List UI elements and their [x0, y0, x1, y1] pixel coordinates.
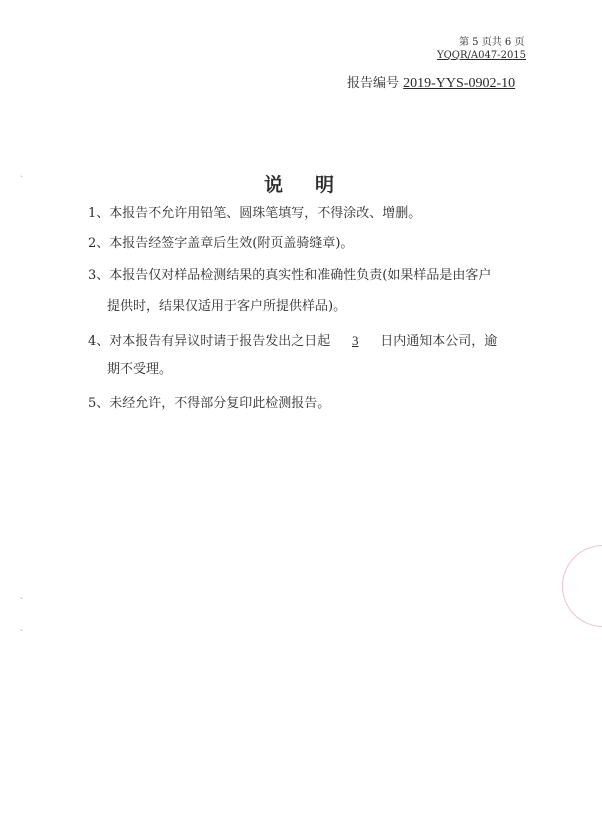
title-char-2: 明 [315, 174, 337, 196]
item-text-after: 日内通知本公司，逾 [380, 334, 498, 349]
item-text: 本报告经签字盖章后生效(附页盖骑缝章)。 [109, 236, 354, 251]
notice-item-1 [88, 206, 421, 222]
item-number: 2、 [88, 236, 110, 251]
report-number: 2019-YYS-0902-10 [403, 76, 516, 91]
item-number: 5、 [88, 396, 110, 411]
notice-item-3-continuation: 提供时，结果仅适用于客户所提供样品)。 [107, 299, 347, 314]
title-char-1: 说 [264, 174, 286, 196]
item-number: 1、 [88, 206, 110, 221]
item-number: 3、 [88, 268, 110, 283]
notice-item-4-continuation: 期不受理。 [107, 362, 173, 377]
days-value: 3 [352, 333, 359, 348]
binding-mark-icon: ˎ [20, 622, 23, 631]
item-text: 未经允许，不得部分复印此检测报告。 [109, 396, 331, 411]
page-number: 第 5 页共 6 页 [459, 37, 525, 48]
binding-mark-icon: ˎ [20, 590, 23, 599]
notice-item-5 [88, 396, 330, 412]
item-number: 4、 [88, 334, 110, 349]
report-number-line [347, 76, 515, 92]
item-text: 本报告不允许用铅笔、圆珠笔填写，不得涂改、增删。 [109, 206, 422, 221]
notice-item-2 [88, 236, 353, 252]
notice-item-4 [88, 333, 497, 350]
report-number-label: 报告编号 [347, 76, 404, 91]
page-title [264, 170, 336, 197]
document-code: YQQR/A047-2015 [437, 50, 527, 61]
item-text-before: 对本报告有异议时请于报告发出之日起 [109, 334, 331, 349]
binding-mark-icon: ˎ [20, 168, 23, 177]
seal-stamp-icon [562, 545, 602, 627]
item-text: 本报告仅对样品检测结果的真实性和准确性负责(如果样品是由客户 [109, 268, 492, 283]
notice-item-3 [88, 268, 491, 284]
